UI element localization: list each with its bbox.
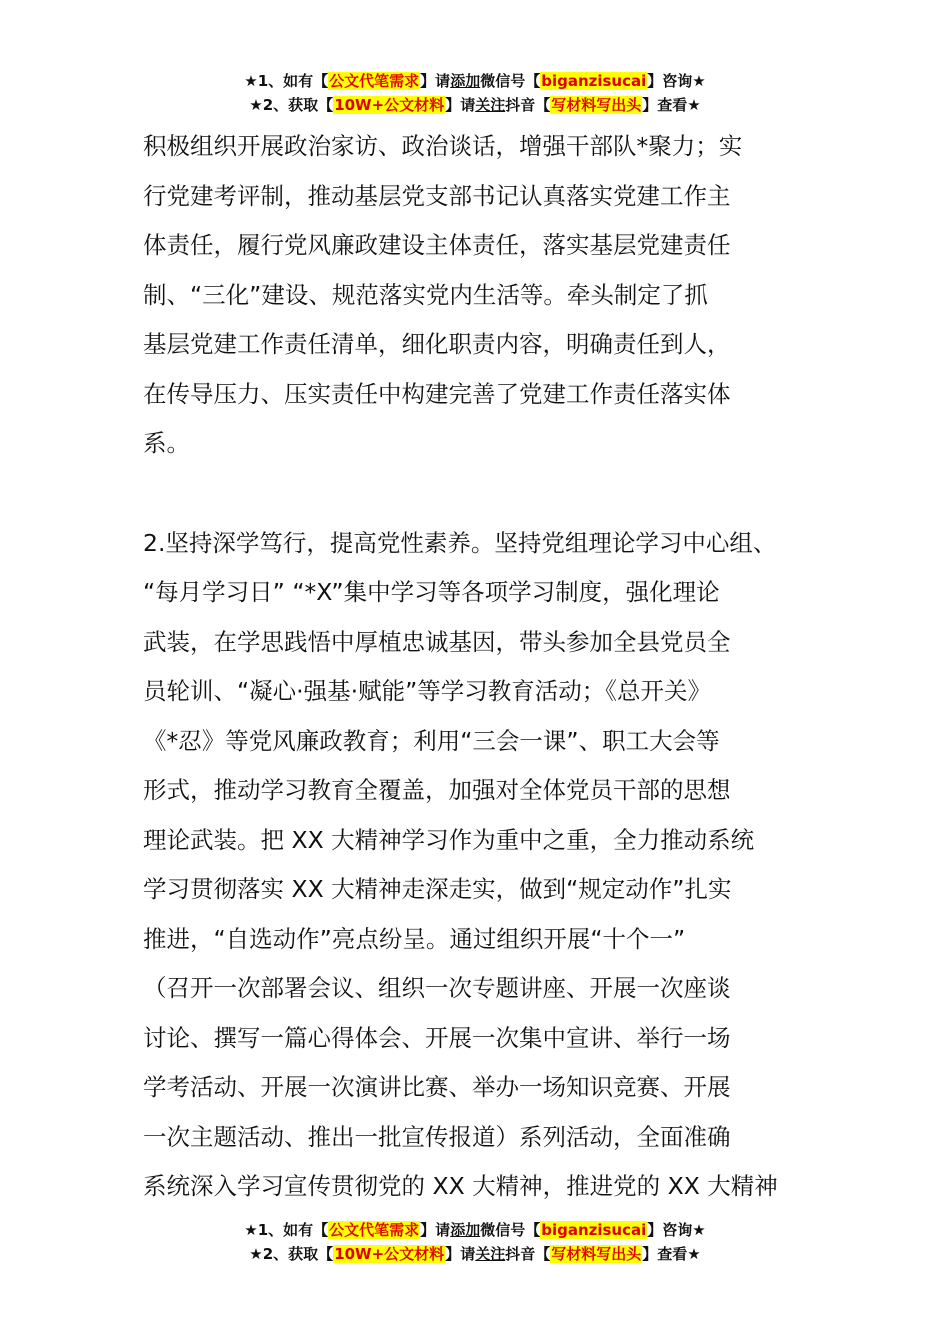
highlight-wechat-id: biganzisucai bbox=[541, 72, 647, 90]
banner-text: 】请 bbox=[445, 1245, 476, 1263]
highlight-materials: 10W+公文材料 bbox=[334, 96, 445, 114]
paragraph-line: 在传导压力、压实责任中构建完善了党建工作责任落实体 bbox=[143, 379, 731, 408]
banner-text: 】请 bbox=[420, 72, 451, 90]
paragraph-line: 员轮训、“凝心·强基·赋能”等学习教育活动；《总开关》 bbox=[143, 677, 712, 705]
paragraph-line: 理论武装。把 XX 大精神学习作为重中之重，全力推动系统 bbox=[143, 825, 755, 854]
paragraph-line: 学习贯彻落实 XX 大精神走深走实，做到“规定动作”扎实 bbox=[143, 875, 732, 903]
paragraph-line: 行党建考评制，推动基层党支部书记认真落实党建工作主 bbox=[143, 181, 731, 210]
banner-emphasis: 添加 bbox=[450, 1221, 481, 1239]
paragraph-line: “每月学习日” “*X”集中学习等各项学习制度，强化理论 bbox=[143, 578, 720, 606]
highlight-service: 公文代笔需求 bbox=[329, 72, 420, 90]
footer-banner bbox=[0, 1219, 950, 1267]
banner-emphasis: 添加 bbox=[450, 72, 481, 90]
banner-line-1 bbox=[0, 70, 950, 94]
banner-emphasis: 关注 bbox=[475, 1245, 506, 1263]
banner-text: 抖音【 bbox=[505, 96, 551, 114]
highlight-materials: 10W+公文材料 bbox=[334, 1245, 445, 1263]
paragraph-line: 体责任，履行党风廉政建设主体责任，落实基层党建责任 bbox=[143, 231, 731, 259]
document-body bbox=[143, 122, 811, 1212]
paragraph-line: 学考活动、开展一次演讲比赛、举办一场知识竞赛、开展 bbox=[143, 1073, 731, 1101]
highlight-service: 公文代笔需求 bbox=[329, 1221, 420, 1239]
paragraph-line: 形式，推动学习教育全覆盖，加强对全体党员干部的思想 bbox=[143, 776, 731, 804]
paragraph-gap bbox=[143, 469, 811, 519]
paragraph-line: （召开一次部署会议、组织一次专题讲座、开展一次座谈 bbox=[143, 974, 731, 1002]
paragraph-line: 系。 bbox=[143, 429, 190, 457]
paragraph-line: 2.坚持深学笃行，提高党性素养。坚持党组理论学习中心组、 bbox=[143, 528, 777, 557]
banner-text: 】查看★ bbox=[642, 1245, 701, 1263]
highlight-douyin-account: 写材料写出头 bbox=[551, 96, 642, 114]
banner-text: 】请 bbox=[420, 1221, 451, 1239]
banner-text: 】咨询★ bbox=[647, 72, 706, 90]
paragraph-2 bbox=[143, 519, 811, 1212]
paragraph-line: 讨论、撰写一篇心得体会、开展一次集中宣讲、举行一场 bbox=[143, 1023, 731, 1052]
banner-text: 】查看★ bbox=[642, 96, 701, 114]
paragraph-line: 《*忍》等党风廉政教育；利用“三会一课”、职工大会等 bbox=[143, 726, 720, 755]
paragraph-line: 武装，在学思践悟中厚植忠诚基因，带头参加全县党员全 bbox=[143, 627, 731, 656]
banner-text: 】咨询★ bbox=[647, 1221, 706, 1239]
banner-text: 微信号【 bbox=[480, 1221, 541, 1239]
banner-line-1 bbox=[0, 1219, 950, 1243]
paragraph-line: 制、“三化”建设、规范落实党内生活等。牵头制定了抓 bbox=[143, 280, 708, 309]
paragraph-1 bbox=[143, 122, 811, 469]
paragraph-line: 基层党建工作责任清单，细化职责内容，明确责任到人， bbox=[143, 330, 731, 358]
banner-text: ★2、获取【 bbox=[249, 96, 334, 114]
header-banner bbox=[0, 70, 950, 118]
banner-emphasis: 关注 bbox=[475, 96, 506, 114]
banner-text: 】请 bbox=[445, 96, 476, 114]
highlight-wechat-id: biganzisucai bbox=[541, 1221, 647, 1239]
paragraph-line: 系统深入学习宣传贯彻党的 XX 大精神，推进党的 XX 大精神 bbox=[143, 1172, 778, 1200]
banner-text: 抖音【 bbox=[505, 1245, 551, 1263]
banner-line-2 bbox=[0, 94, 950, 118]
banner-text: ★1、如有【 bbox=[244, 72, 329, 90]
paragraph-line: 推进，“自选动作”亮点纷呈。通过组织开展“十个一” bbox=[143, 924, 686, 953]
banner-text: 微信号【 bbox=[480, 72, 541, 90]
banner-text: ★1、如有【 bbox=[244, 1221, 329, 1239]
paragraph-line: 一次主题活动、推出一批宣传报道）系列活动，全面准确 bbox=[143, 1122, 731, 1151]
banner-line-2 bbox=[0, 1243, 950, 1267]
banner-text: ★2、获取【 bbox=[249, 1245, 334, 1263]
paragraph-line: 积极组织开展政治家访、政治谈话，增强干部队*聚力；实 bbox=[143, 132, 743, 160]
highlight-douyin-account: 写材料写出头 bbox=[551, 1245, 642, 1263]
